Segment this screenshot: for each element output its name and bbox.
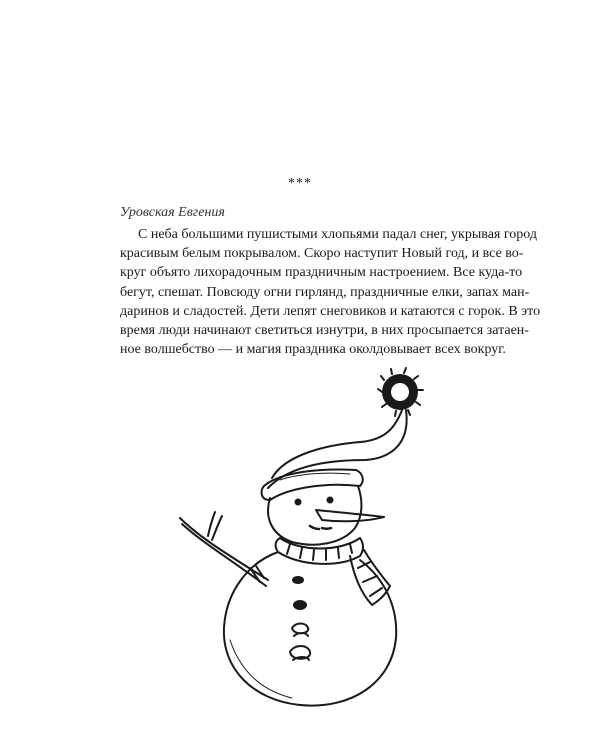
story-paragraph — [120, 225, 541, 359]
paragraph-line: даринов и сладостей. Дети лепят снеговиков и катаются с горок. В это — [120, 303, 541, 319]
stick-arm — [180, 512, 268, 586]
paragraph-line: красивым белым покрывалом. Скоро наступит Новый год, и все во- — [120, 246, 524, 262]
paragraph-line: время люди начинают светиться изнутри, в них просыпается затаен- — [120, 323, 529, 339]
author-name: Уровская Евгения — [120, 205, 225, 220]
santa-hat — [262, 410, 407, 500]
snowman-drawing — [160, 360, 460, 720]
paragraph-line: круг объято лихорадочным праздничным настроением. Все куда-то — [120, 265, 523, 281]
pompom — [378, 368, 423, 416]
paragraph-line: бегут, спешат. Повсюду огни гирлянд, праздничные елки, запах ман- — [120, 284, 530, 300]
paragraph-line: ное волшебство — и магия праздника околдовывает всех вокруг. — [120, 342, 506, 358]
paragraph-line: С неба большими пушистыми хлопьями падал снег, укрывая город — [138, 227, 537, 242]
section-separator: *** — [288, 176, 312, 191]
snowman-head — [268, 486, 384, 545]
